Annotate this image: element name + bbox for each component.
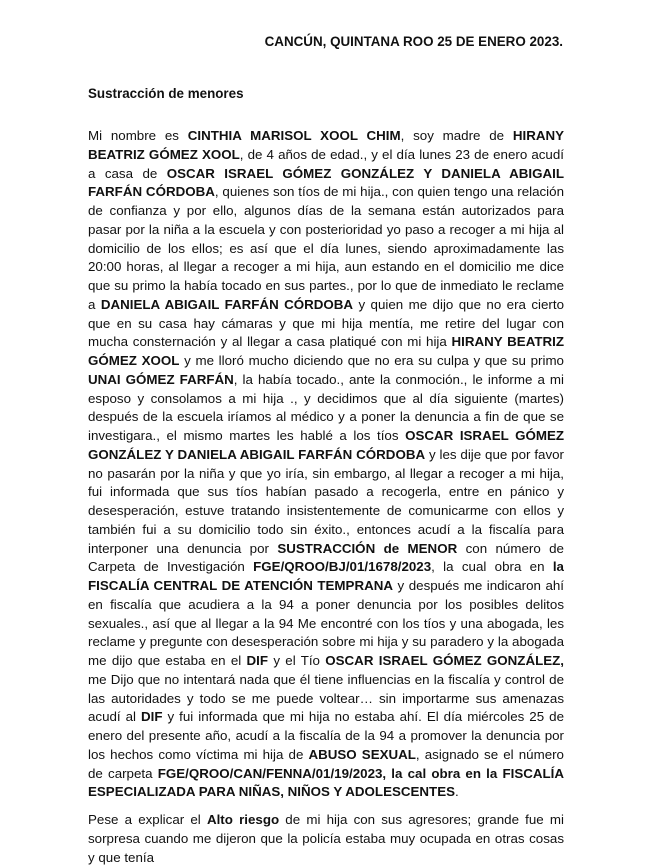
bold-text-segment: la FISCALÍA CENTRAL DE ATENCIÓN TEMPRANA xyxy=(88,559,564,593)
bold-text-segment: CINTHIA MARISOL XOOL CHIM xyxy=(187,128,401,143)
text-segment: con número de Carpeta de Investigación xyxy=(88,540,564,575)
bold-text-segment: HIRANY BEATRIZ GÓMEZ XOOL xyxy=(88,334,564,368)
bold-text-segment: ABUSO SEXUAL xyxy=(308,746,416,762)
bold-text-segment: FGE/QROO/BJ/01/1678/2023 xyxy=(253,559,432,575)
text-segment: y quien me dijo que no era cierto que en su casa hay cámaras y que mi hija mentía, me retire del lugar con mucha consternación y al llegar a casa platiqué con mi hija xyxy=(88,296,564,350)
document-body xyxy=(88,127,564,867)
text-segment: . xyxy=(455,784,459,800)
bold-text-segment: DANIELA ABIGAIL FARFÁN CÓRDOBA xyxy=(100,296,354,312)
bold-text-segment: OSCAR ISRAEL GÓMEZ GONZÁLEZ Y DANIELA ABIGAIL FARFÁN CÓRDOBA xyxy=(88,165,564,200)
subject-heading: Sustracción de menores xyxy=(88,86,244,101)
text-segment: y después me indicaron ahí en fiscalía que acudiera a la 94 a poner denuncia por los posibles delitos sexuales., así que al llegar a la 94 Me encontré con los tíos y una abogada, les reclame y pregunte con desesperación sobre mi hija y su paradero y la abogada me dijo que estaba en el xyxy=(88,578,564,668)
body-paragraph xyxy=(88,811,564,867)
bold-text-segment: OSCAR ISRAEL GÓMEZ GONZÁLEZ Y DANIELA ABIGAIL FARFÁN CÓRDOBA xyxy=(88,428,564,462)
bold-text-segment: DIF xyxy=(141,709,163,725)
text-segment: , quienes son tíos de mi hija., con quien tengo una relación de confianza y por ello, algunos días de la semana están autorizados para pasar por la niña a la escuela y con posterioridad yo paso a recoger a mi hija al domicilio de los ellos; es así que el día lunes, siendo aproximadamente las 20:00 horas, al llegar a recoger a mi hija, aun estando en el domicilio me dice que su primo la había tocado en sus partes., por lo que de inmediato le reclame a xyxy=(88,184,564,312)
bold-text-segment: HIRANY BEATRIZ GÓMEZ XOOL xyxy=(88,128,565,162)
text-segment: y fui informada que mi hija no estaba ahí. El día miércoles 25 de enero del presente año, acudí a la fiscalía de la 94 a promover la denuncia por los hechos como víctima mi hija de xyxy=(88,709,564,762)
bold-text-segment: Alto riesgo xyxy=(206,812,280,827)
text-segment: de mi hija con sus agresores; grande fue mi sorpresa cuando me dijeron que la policía estaba muy ocupada en otras cosas y que tenía xyxy=(88,812,564,865)
text-segment: y el Tío xyxy=(268,653,326,668)
bold-text-segment: FGE/QROO/CAN/FENNA/01/19/2023, la cal obra en la FISCALÍA ESPECIALIZADA PARA NIÑAS, NIÑOS Y ADOLESCENTES xyxy=(88,765,565,800)
bold-text-segment: UNAI GÓMEZ FARFÁN xyxy=(88,371,234,387)
body-paragraph xyxy=(88,127,564,802)
date-line: CANCÚN, QUINTANA ROO 25 DE ENERO 2023. xyxy=(264,34,563,49)
text-segment: , soy madre de xyxy=(400,128,513,143)
text-segment: Mi nombre es xyxy=(88,128,188,143)
text-segment: y me lloró mucho diciendo que no era su culpa y que su primo xyxy=(179,353,564,368)
text-segment: Pese a explicar el xyxy=(88,812,207,827)
text-segment: , la había tocado., ante la conmoción., le informe a mi esposo y consolamos a mi hija ., y decidimos que al día siguiente (martes) después de la escuela iríamos al médico y a poner la denuncia a fin de que se investigara., el mismo martes les hablé a los tíos xyxy=(88,371,565,443)
bold-text-segment: SUSTRACCIÓN de MENOR xyxy=(277,540,458,556)
bold-text-segment: DIF xyxy=(246,653,269,668)
text-segment: , la cual obra en xyxy=(431,559,553,575)
text-segment: , de 4 años de edad., y el día lunes 23 de enero acudí a casa de xyxy=(88,146,564,181)
text-segment: , asignado se el número de carpeta xyxy=(88,746,564,781)
text-segment: me Dijo que no intentará nada que él tiene influencias en la fiscalía y control de las autoridades y todo se me puede voltear… sin importarme sus amenazas acudí al xyxy=(88,671,564,725)
text-segment: y les dije que por favor no pasarán por la niña y que yo iría, sin embargo, al llegar a recoger a mi hija, fui informada que sus tíos habían pasado a recogerla, entre en pánico y desesperación, estuve tratando insistentemente de comunicarme con ellos y también fui a su domicilio todo sin éxito., entonces acudí a la fiscalía para interponer una denuncia por xyxy=(88,446,564,556)
bold-text-segment: OSCAR ISRAEL GÓMEZ GONZÁLEZ, xyxy=(325,653,564,668)
